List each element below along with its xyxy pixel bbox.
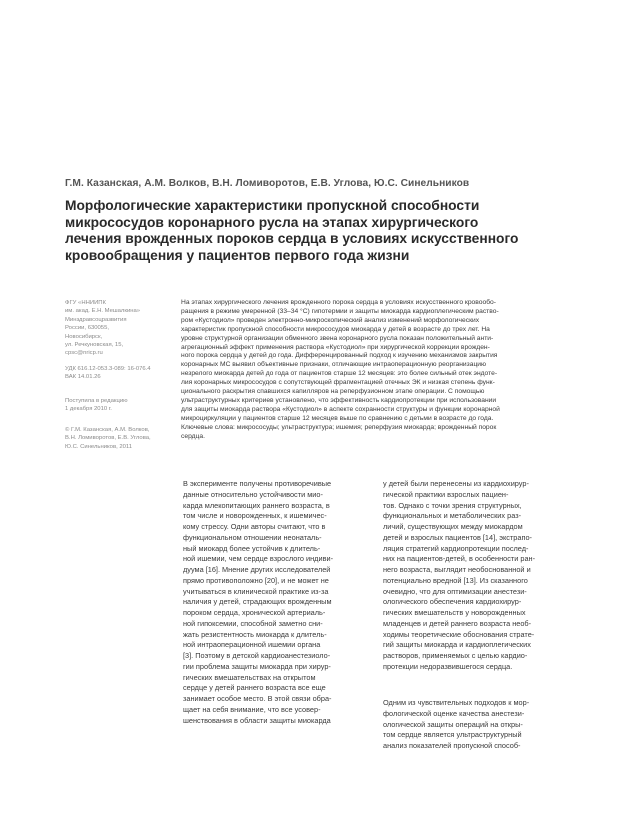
copyright-notice — [65, 426, 175, 451]
text-line: гии проблема защиты миокарда при хирур- — [183, 661, 331, 671]
text-line: них на пациентов-детей, в особенности ран- — [383, 554, 536, 564]
text-line: ный миокард более устойчив к длитель- — [183, 543, 321, 553]
text-line: данные относительно устойчивости мио- — [183, 489, 323, 499]
copyright-line: © Г.М. Казанская, А.М. Волков, — [65, 427, 150, 433]
text-line: кому стрессу. Одни авторы считают, что в — [183, 522, 326, 531]
text-line: ляция стратегий кардиопротекции послед- — [383, 543, 529, 553]
received-date — [65, 397, 175, 414]
abstract-line: лия коронарных микрососудов с сопутствующей фрагментацией отечных ЭК и низкая степень функ- — [181, 379, 495, 387]
text-line: него возраста, выглядит необоснованной и — [383, 565, 531, 574]
abstract-line: сердца. — [181, 432, 205, 440]
text-line: карда млекопитающих раннего возраста, в — [183, 500, 330, 510]
text-line: прямо противоположно [20], и не может не — [183, 575, 329, 585]
abstract-line: агрегационный эффект применения раствора «Кустодиол» при хирургической коррекции врожден- — [181, 343, 490, 351]
text-line: ной интраоперационной ишемии органа — [183, 640, 321, 650]
body-column-left — [183, 479, 371, 726]
text-line: учитываться в клинической практике из-за — [183, 586, 329, 596]
received-line: 1 декабря 2010 г. — [65, 406, 112, 413]
text-line: ходимы теоретические обоснования страте- — [383, 629, 535, 639]
affiliation-line: Минздравсоцразвития — [65, 316, 127, 323]
text-line: ологической защиты операций на откры- — [383, 719, 523, 729]
text-line: младенцев и детей раннего возраста необ- — [383, 618, 532, 628]
affiliation-line: России, 630055, — [65, 325, 109, 332]
title-line: Морфологические характеристики пропускной способности — [65, 198, 480, 213]
title-line: кровообращения у пациентов первого года жизни — [65, 247, 410, 263]
abstract-line: микроциркуляции у пациентов старше 12 месяцев выше по сравнению с детьми в возрасте до года. — [181, 414, 494, 422]
author-affiliation — [65, 299, 175, 358]
abstract-line: коронарных МС выявил объективные признаки, отличающие интраоперационную реорганизацию — [181, 361, 487, 369]
text-line: протекции недоразвившегося сердца. — [383, 661, 513, 671]
classification-line: УДК 616.12-053.3-089: 16-076.4 — [65, 366, 151, 372]
abstract-line: для защиты миокарда раствора «Кустодиол» в аспекте сохранности структуры и функции коронарной — [181, 405, 500, 413]
text-line: анализ показателей пропускной способ- — [383, 741, 521, 750]
classification-line: ВАК 14.01.26 — [65, 374, 101, 381]
text-line: фологической оценке качества анестези- — [383, 708, 525, 718]
abstract-line: ного порока сердца у детей до года. Дифференцированный подход к изучению механизмов закрытия — [181, 352, 498, 360]
text-line: наличия у детей, страдающих врожденным — [183, 597, 332, 607]
abstract-line: уровне структурной организации обменного звена коронарного русла показан положительный анти- — [181, 334, 494, 342]
abstract-line: незрелого миокарда детей до года от пациентов старше 12 месяцев: это более сильный отек эндоте- — [181, 370, 498, 378]
abstract-line: ультраструктурных критериев установлено, что эффективность кардиопротекции при использовании — [181, 396, 497, 404]
text-line: потенциально вредной [13]. Из сказанного — [383, 575, 528, 585]
text-line: занимает особое место. В этой связи обра- — [183, 694, 332, 703]
text-line: шенствования в области защиты миокарда — [183, 715, 331, 725]
body-column-right-paragraph-2 — [383, 698, 571, 752]
text-line: личий, существующих между миокардом — [383, 522, 523, 531]
text-line: В эксперименте получены противоречивые — [183, 479, 332, 488]
affiliation-line: cpsc@nricp.ru — [65, 350, 103, 357]
text-line: пороком сердца, хронической артериаль- — [183, 608, 326, 617]
affiliation-line: ул. Речкуновская, 15, — [65, 342, 124, 349]
title-line: лечения врожденных пороков сердца в условиях искусственного — [65, 231, 519, 247]
text-line: том числе и новорожденных, к ишемичес- — [183, 511, 327, 521]
article-title — [65, 198, 565, 264]
text-line: гической практики взрослых пациен- — [383, 489, 509, 499]
text-line: [3]. Поэтому в детской кардиоанестезиоло- — [183, 651, 331, 660]
text-line: гических вмешательствах на открытом — [183, 672, 316, 682]
text-line: щает на себя внимание, что все усовер- — [183, 704, 321, 714]
text-line: очевидно, что для оптимизации анестези- — [383, 586, 527, 596]
text-line: гий защиты миокарда и кардиоплегических — [383, 640, 531, 650]
article-authors: Г.М. Казанская, А.М. Волков, В.Н. Ломиворотов, Е.В. Углова, Ю.С. Синельников — [65, 178, 470, 189]
title-line: микрососудов коронарного русла на этапах хирургического — [65, 214, 479, 230]
text-line: растворов, применяемых с целью кардио- — [383, 651, 528, 660]
abstract-line: Ключевые слова: микрососуды; ультраструктура; ишемия; реперфузия миокарда; врожденный порок — [181, 423, 497, 431]
text-line: ной ишемии, чем сердце взрослого индиви- — [183, 554, 334, 564]
text-line: жать резистентность миокарда к длитель- — [183, 629, 327, 639]
abstract-line: характеристик пропускной способности микрососудов миокарда у детей в возрасте до трех лет. На — [181, 325, 490, 333]
text-line: Одним из чувствительных подходов к мор- — [383, 698, 530, 707]
affiliation-line: ФГУ «ННИИПК — [65, 300, 106, 306]
text-line: том сердце является ультраструктурный — [383, 730, 522, 740]
text-line: у детей были перенесены из кардиохирур- — [383, 479, 529, 488]
copyright-line: В.Н. Ломиворотов, Е.В. Углова, — [65, 435, 151, 442]
affiliation-line: Новосибирск, — [65, 333, 103, 340]
text-line: функциональных и метаболических раз- — [383, 511, 522, 521]
copyright-line: Ю.С. Синельников, 2011 — [65, 443, 133, 450]
body-column-right-paragraph-1 — [383, 479, 571, 673]
text-line: функциональном отношении неонаталь- — [183, 532, 322, 542]
abstract — [181, 299, 566, 442]
abstract-line: На этапах хирургического лечения врожденного порока сердца в условиях искусственного кровообо- — [181, 299, 496, 306]
affiliation-line: им. акад. Е.Н. Мешалкина» — [65, 308, 141, 315]
abstract-line: ционального раскрытия спавшихся капилляров на реперфузионном этапе операции. С помощью — [181, 388, 485, 396]
text-line: гических вмешательств у новорожденных — [383, 608, 526, 617]
text-line: сердце у детей раннего возраста все еще — [183, 683, 326, 693]
text-line: тов. Однако с точки зрения структурных, — [383, 500, 522, 510]
text-line: дуума [16]. Мнение других исследователей — [183, 565, 331, 574]
text-line: ной гипоксемии, способной заметно сни- — [183, 618, 323, 628]
text-line: ологического обеспечения кардиохирур- — [383, 597, 522, 607]
udc-classification — [65, 365, 175, 382]
text-line: детей и взрослых пациентов [14], экстрапо- — [383, 532, 532, 542]
abstract-line: ром «Кустодиол» проведен электронно-микроскопический анализ изменений морфологических — [181, 316, 480, 324]
abstract-line: ращения в режиме умеренной (33–34 °С) гипотермии и защиты миокарда кардиоплегическим раство- — [181, 307, 499, 315]
received-line: Поступила в редакцию — [65, 398, 128, 404]
